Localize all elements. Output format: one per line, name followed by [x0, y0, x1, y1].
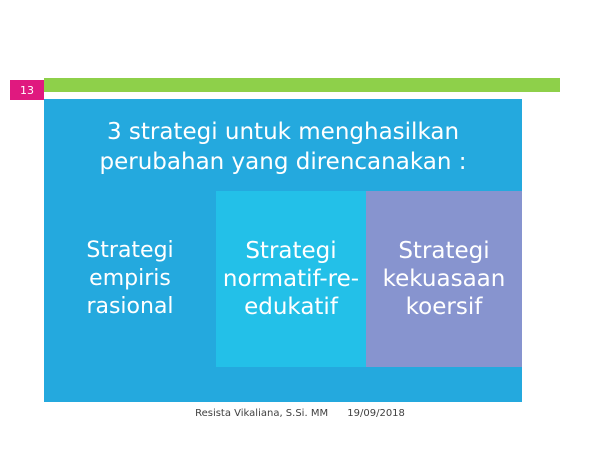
slide-title-line-1: 3 strategi untuk menghasilkan [106, 119, 460, 145]
slide-number-badge [10, 80, 44, 100]
strategy-columns [44, 191, 522, 367]
strategy-column-2 [216, 191, 366, 367]
strategy-column-3 [366, 191, 522, 367]
footer-date: 19/09/2018 [347, 408, 405, 419]
slide-content-panel [44, 99, 522, 402]
slide-title-line-2: perubahan yang direncanakan : [99, 149, 467, 175]
slide-title [44, 99, 522, 191]
footer-author: Resista Vikaliana, S.Si. MM [195, 408, 329, 419]
strategy-column-1-label: Strategi empiris rasional [86, 238, 174, 319]
green-divider-bar [44, 78, 560, 92]
slide-number-text: 13 [20, 83, 34, 97]
footer-credit [0, 408, 600, 419]
strategy-column-3-label: Strategi kekuasaan koersif [382, 238, 506, 320]
strategy-column-2-label: Strategi normatif-re-edukatif [222, 238, 360, 320]
strategy-column-1 [44, 191, 216, 367]
